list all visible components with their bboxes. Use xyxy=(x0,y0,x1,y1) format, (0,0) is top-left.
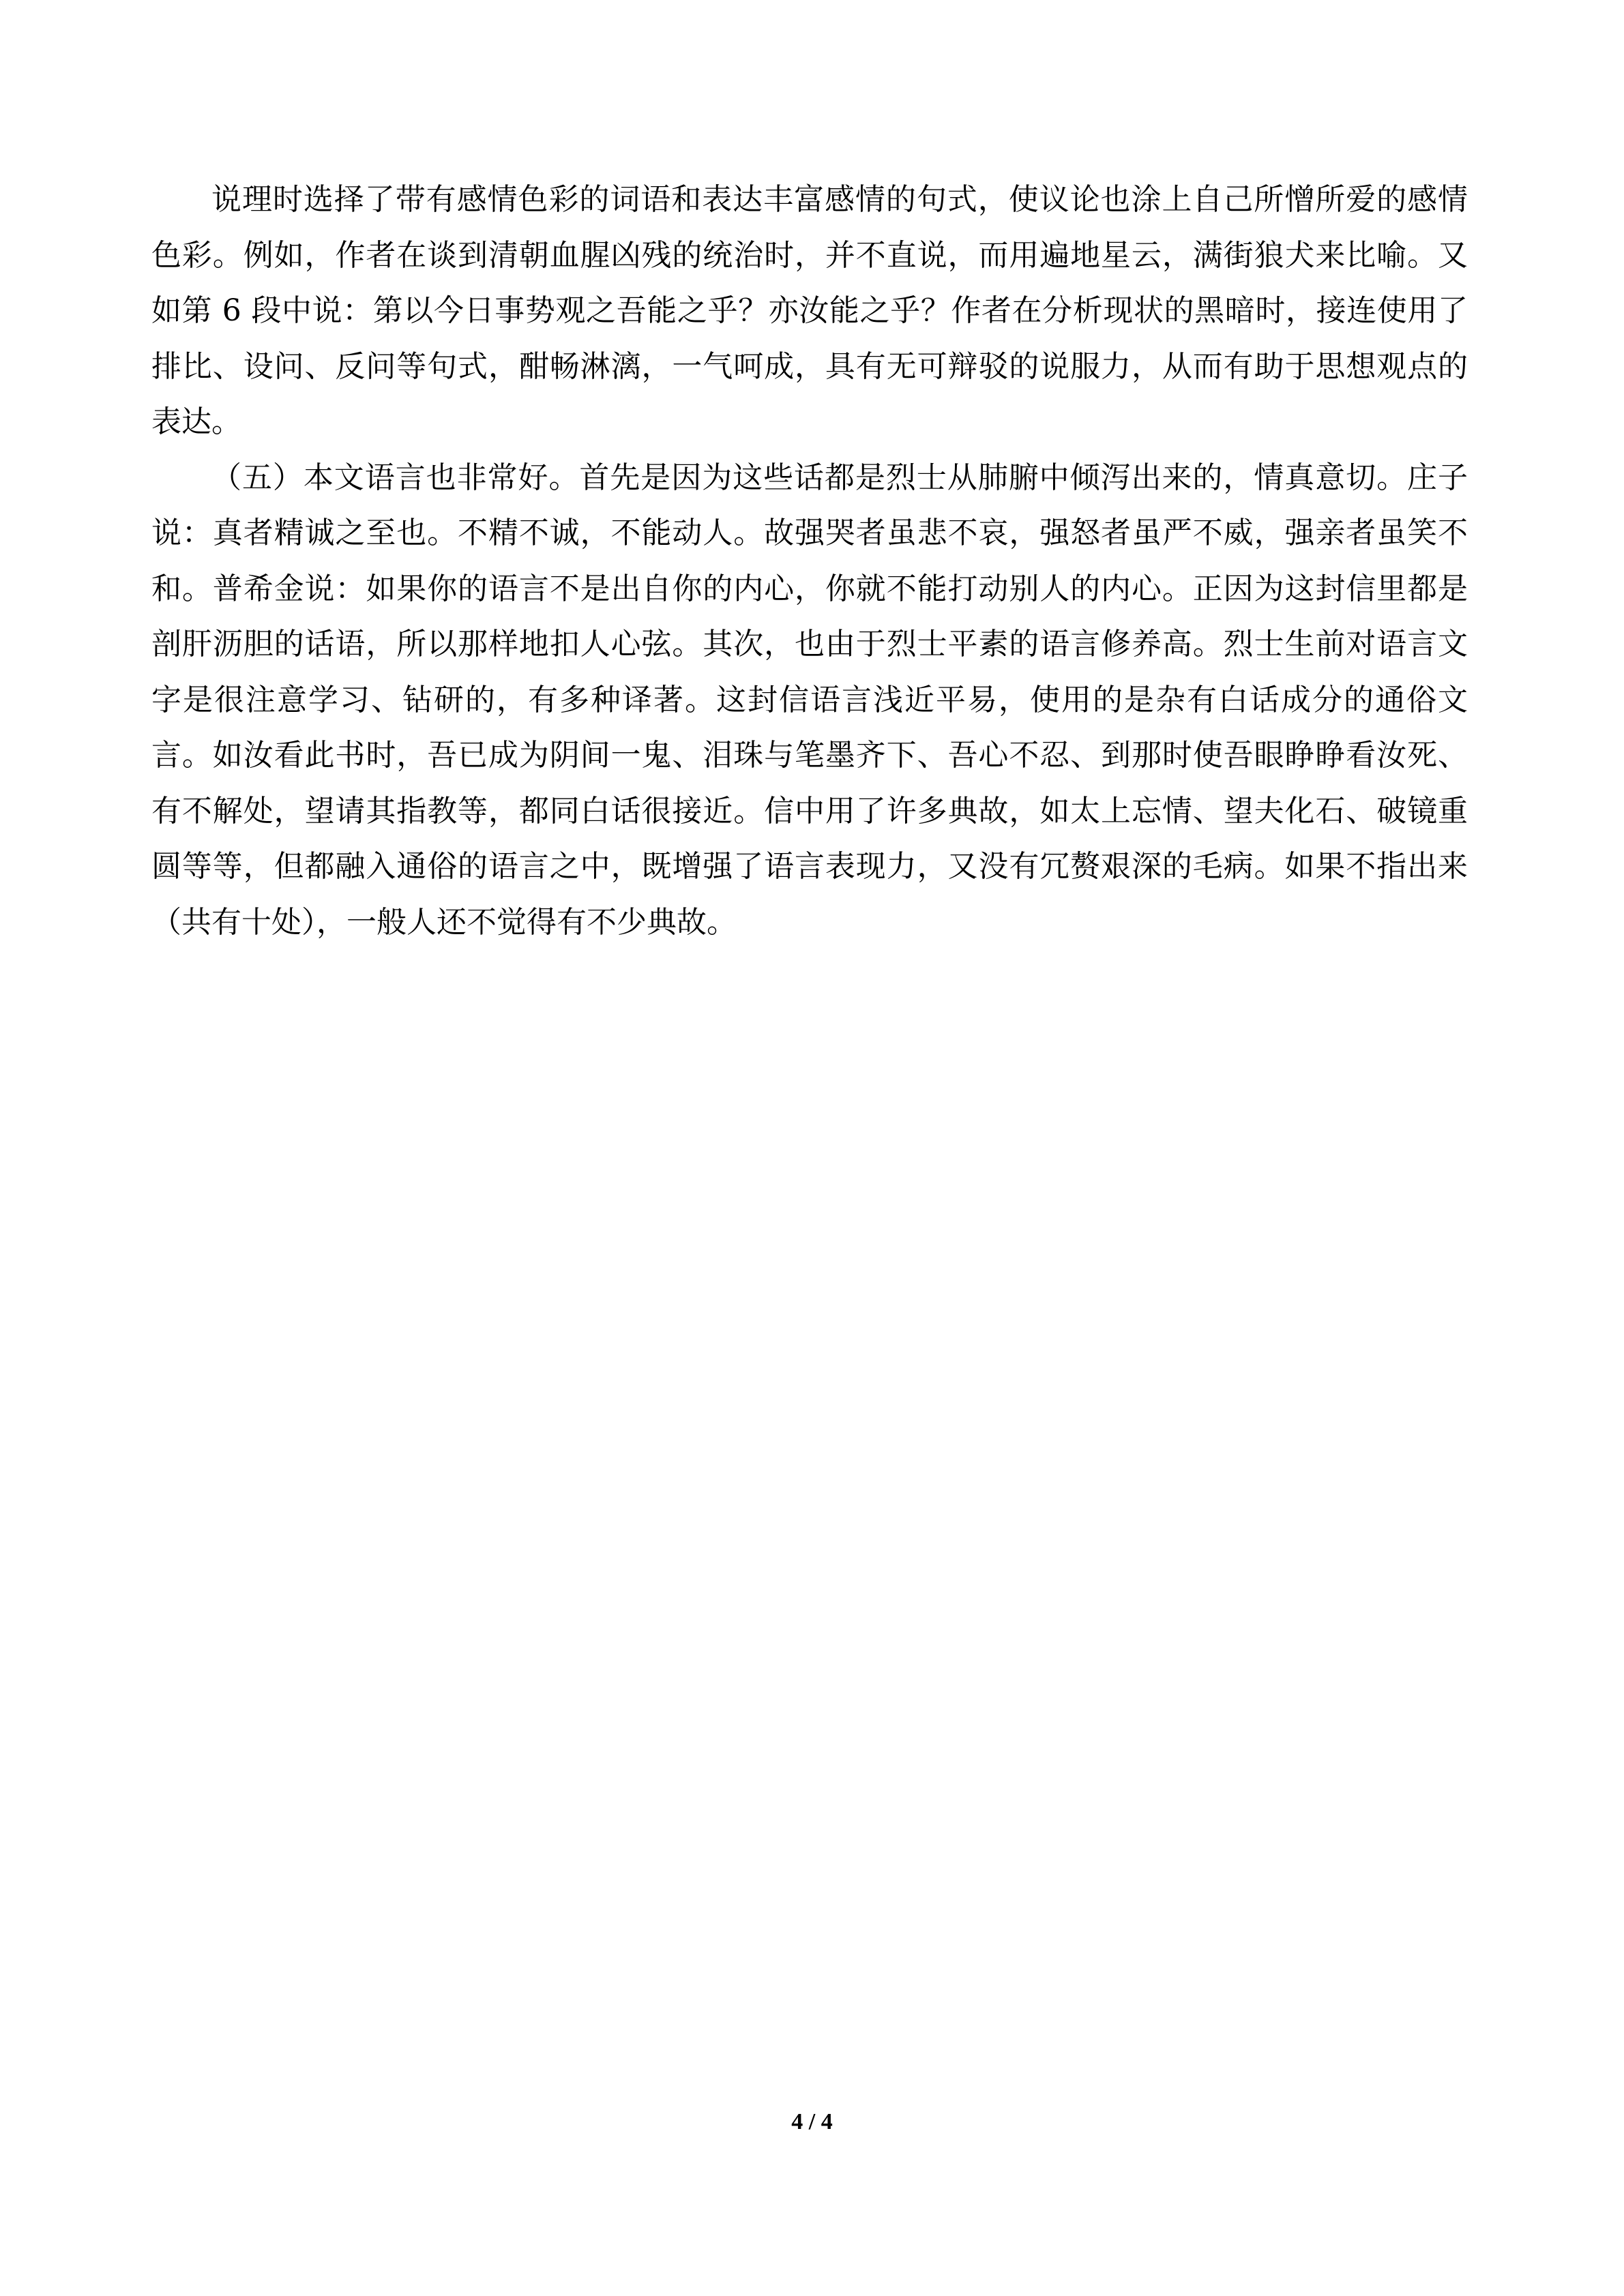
page-number: 4 / 4 xyxy=(791,2109,833,2134)
document-body xyxy=(151,172,1468,950)
paragraph-language: （五）本文语言也非常好。首先是因为这些话都是烈士从肺腑中倾泻出来的，情真意切。庄子说：真者精诚之至也。不精不诚，不能动人。故强哭者虽悲不哀，强怒者虽严不威，强亲者虽笑不和。普希金说：如果你的语言不是出自你的内心，你就不能打动别人的内心。正因为这封信里都是剖肝沥胆的话语，所以那样地扣人心弦。其次，也由于烈士平素的语言修养高。烈士生前对语言文字是很注意学习、钻研的，有多种译著。这封信语言浅近平易，使用的是杂有白话成分的通俗文言。如汝看此书时，吾已成为阴间一鬼、泪珠与笔墨齐下、吾心不忍、到那时使吾眼睁睁看汝死、有不解处，望请其指教等，都同白话很接近。信中用了许多典故，如太上忘情、望夫化石、破镜重圆等等，但都融入通俗的语言之中，既增强了语言表现力，又没有冗赘艰深的毛病。如果不指出来（共有十处），一般人还不觉得有不少典故。 xyxy=(151,460,1468,940)
paragraph-rhetoric: 说理时选择了带有感情色彩的词语和表达丰富感情的句式，使议论也涂上自己所憎所爱的感情色彩。例如，作者在谈到清朝血腥凶残的统治时，并不直说，而用遍地星云，满街狼犬来比喻。又如第 6 段中说：第以今日事势观之吾能之乎？亦汝能之乎？作者在分析现状的黑暗时，接连使用了排比、设问、反问等句式，酣畅淋漓，一气呵成，具有无可辩驳的说服力，从而有助于思想观点的表达。 xyxy=(151,182,1468,439)
